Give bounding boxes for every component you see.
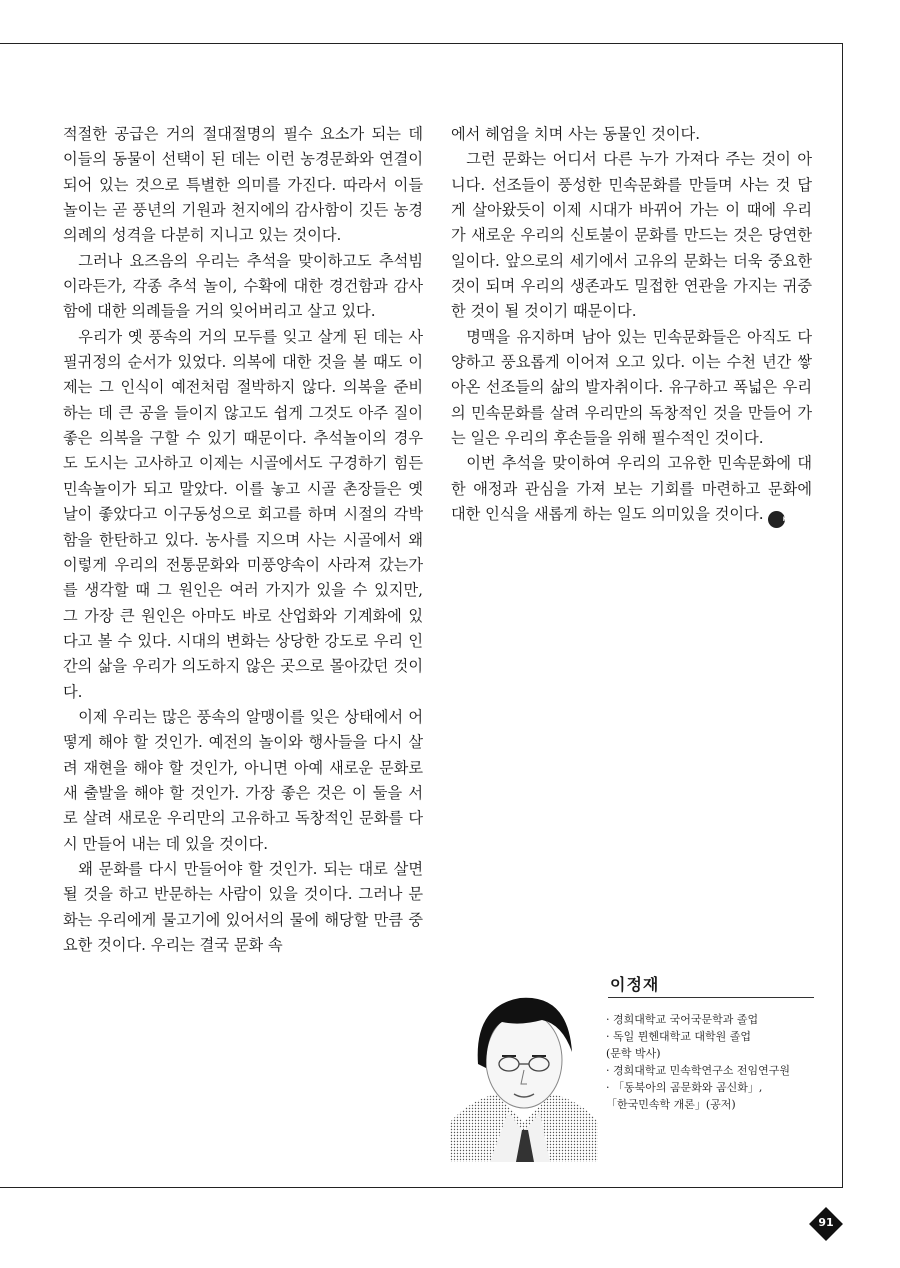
paragraph-final [451, 451, 812, 528]
author-name-underline [608, 997, 814, 998]
author-bio-item: (문학 박사) [606, 1047, 661, 1060]
right-border-rule [842, 43, 843, 1187]
paragraph: 적절한 공급은 거의 절대절명의 필수 요소가 되는 데 이들의 동물이 선택이 된 데는 이런 농경문화와 연결이 되어 있는 것으로 특별한 의미를 가진다. 따라서 이들 놀이는 곧 풍년의 기원과 천지에의 감사함이 깃든 농경의례의 성격을 다분히 지니고 있는 것이다. [63, 125, 423, 245]
paragraph: 우리가 옛 풍속의 거의 모두를 잊고 살게 된 데는 사필귀정의 순서가 있었다. 의복에 대한 것을 볼 때도 이제는 그 인식이 예전처럼 절박하지 않다. 의복을 준비하는 데 큰 공을 들이지 않고도 쉽게 그것도 아주 질이 좋은 의복을 구할 수 있기 때문이다. 추석놀이의 경우도 도시는 고사하고 이제는 시골에서도 구경하기 힘든 민속놀이가 되고 말았다. 이를 놓고 시골 촌장들은 옛날이 좋았다고 이구동성으로 회고를 하며 시절의 각박함을 한탄하고 있다. 농사를 지으며 사는 시골에서 왜 이렇게 우리의 전통문화와 미풍양속이 사라져 갔는가를 생각할 때 그 원인은 여러 가지가 있을 수 있지만, 그 가장 큰 원인은 아마도 바로 산업화와 기계화에 있다고 볼 수 있다. 시대의 변화는 상당한 강도로 우리 인간의 삶을 우리가 의도하지 않은 곳으로 몰아갔던 것이다. [63, 327, 423, 701]
paragraph: 이제 우리는 많은 풍속의 알맹이를 잊은 상태에서 어떻게 해야 할 것인가. 예전의 놀이와 행사들을 다시 살려 재현을 해야 할 것인가, 아니면 아예 새로운 문화로 새 출발을 해야 할 것인가. 가장 좋은 것은 이 둘을 서로 살려 새로운 우리만의 고유하고 독창적인 문화를 다시 만들어 내는 데 있을 것이다. [63, 707, 423, 853]
author-bio-item: · 「동북아의 곰문화와 곰신화」, [606, 1081, 763, 1094]
paragraph: 왜 문화를 다시 만들어야 할 것인가. 되는 대로 살면 될 것을 하고 반문하는 사람이 있을 것이다. 그러나 문화는 우리에게 물고기에 있어서의 물에 해당할 만큼 중요한 것이다. 우리는 결국 문화 속 [63, 859, 423, 954]
author-photo [450, 972, 598, 1162]
page-number-badge [809, 1207, 843, 1241]
paragraph: 에서 헤엄을 치며 사는 동물인 것이다. [451, 125, 701, 143]
paragraph: 그런 문화는 어디서 다른 누가 가져다 주는 것이 아니다. 선조들이 풍성한 민속문화를 만들며 사는 것 답게 살아왔듯이 이제 시대가 바뀌어 가는 이 때에 우리가 새로운 우리의 신토불이 문화를 만드는 것은 당연한 일이다. 앞으로의 세기에서 고유의 문화는 더욱 중요한 것이 되며 우리의 생존과도 밀접한 연관을 가지는 귀중한 것이 될 것이기 때문이다. [451, 150, 812, 321]
author-bio-item: · 경희대학교 민속학연구소 전임연구원 [606, 1064, 791, 1077]
top-border-rule [0, 43, 842, 44]
author-bio-item: 「한국민속학 개론」(공저) [606, 1098, 736, 1111]
paragraph: 명맥을 유지하며 남아 있는 민속문화들은 아직도 다양하고 풍요롭게 이어져 오고 있다. 이는 수천 년간 쌓아온 선조들의 삶의 발자취이다. 유구하고 폭넓은 우리의 민속문화를 살려 우리만의 독창적인 것을 만들어 가는 일은 우리의 후손들을 위해 필수적인 것이다. [451, 327, 812, 448]
author-bio-list [606, 1011, 826, 1113]
paragraph-final-text: 이번 추석을 맞이하여 우리의 고유한 민속문화에 대한 애정과 관심을 가져 보는 기회를 마련하고 문화에 대한 인식을 새롭게 하는 일도 의미있을 것이다. [451, 454, 812, 524]
author-bio-item: · 경희대학교 국어국문학과 졸업 [606, 1013, 759, 1026]
article-left-column [63, 122, 423, 958]
author-name: 이정재 [610, 975, 660, 994]
end-mark-logo: KED [768, 511, 785, 528]
bottom-border-rule [0, 1187, 843, 1188]
article-right-column [451, 122, 812, 528]
paragraph: 그러나 요즈음의 우리는 추석을 맞이하고도 추석빔이라든가, 각종 추석 놀이, 수확에 대한 경건함과 감사함에 대한 의례들을 거의 잊어버리고 살고 있다. [63, 251, 423, 321]
page-number: 91 [818, 1216, 834, 1229]
author-bio-item: · 독일 뮌헨대학교 대학원 졸업 [606, 1030, 751, 1043]
